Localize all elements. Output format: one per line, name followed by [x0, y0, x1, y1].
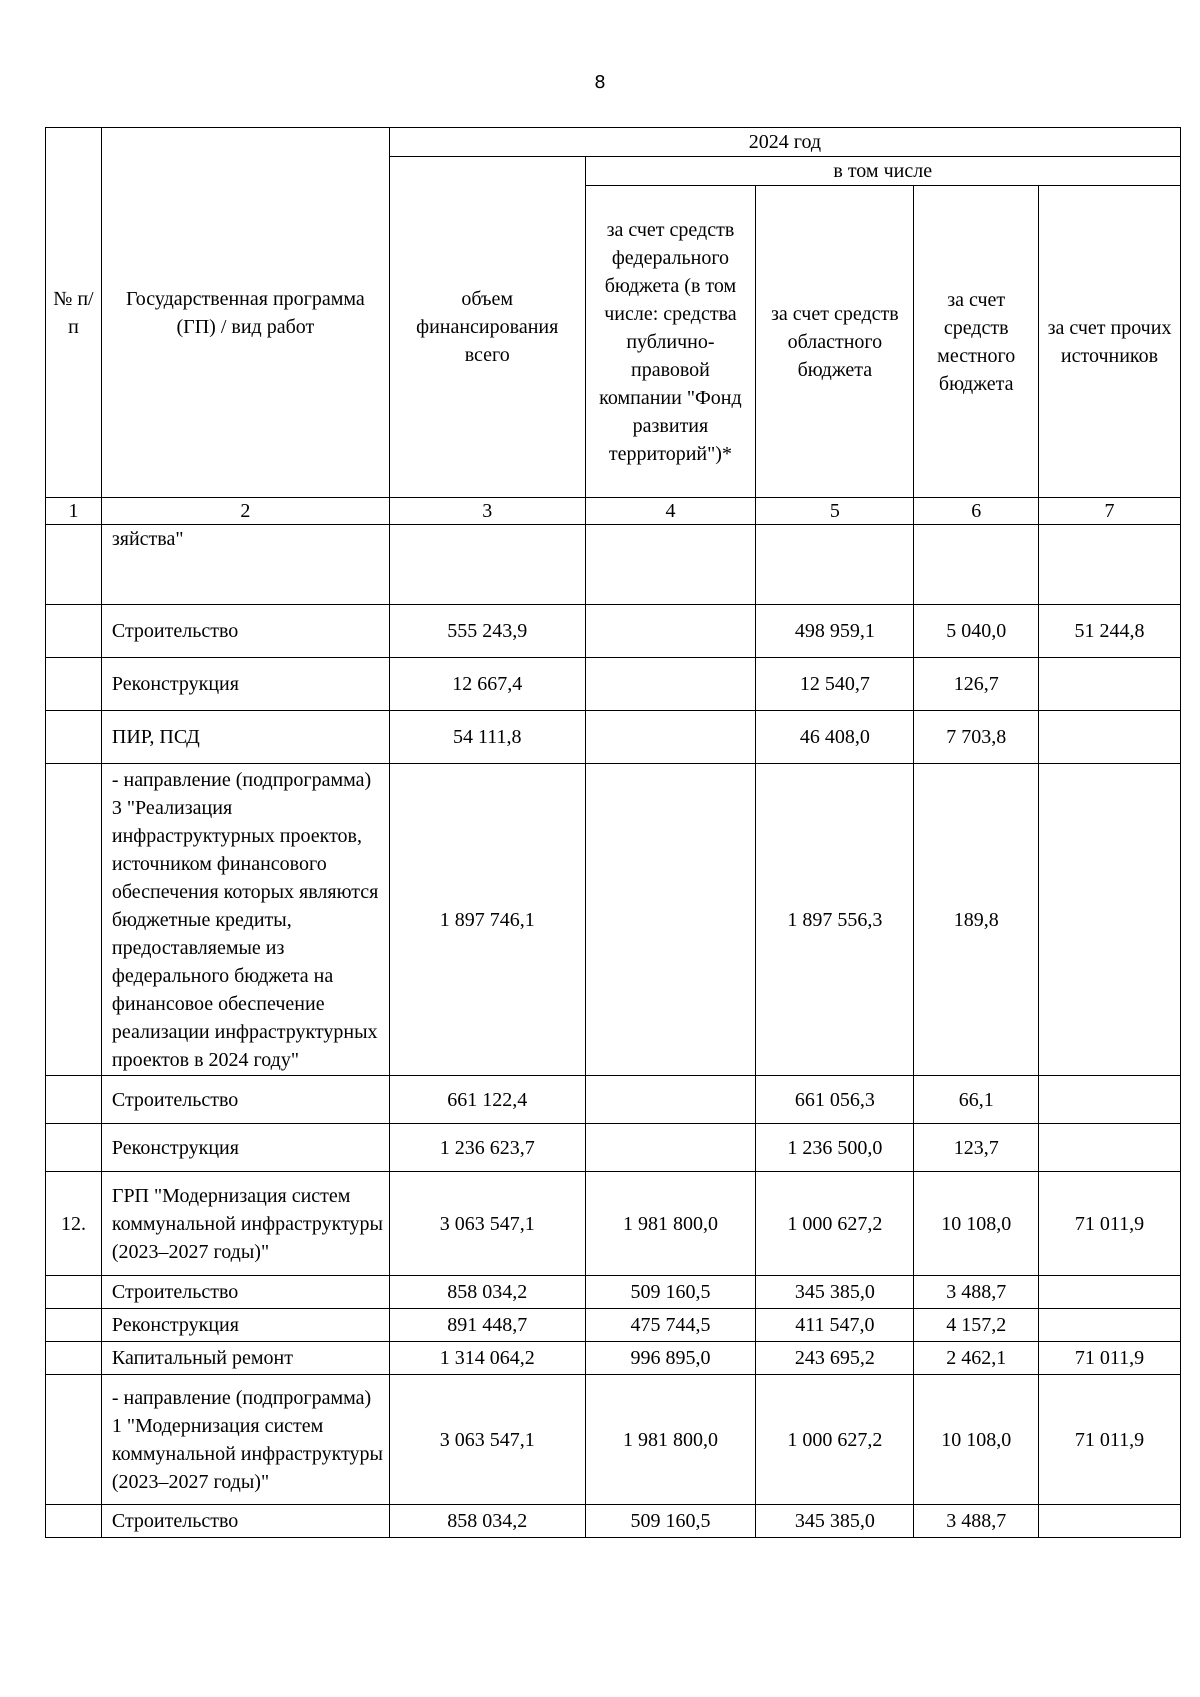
program-name: ГРП "Модернизация систем коммунальной инфраструктуры (2023–2027 годы)"	[101, 1172, 389, 1276]
row-number	[46, 605, 102, 658]
federal-amount	[585, 658, 756, 711]
row-number	[46, 1309, 102, 1342]
other-amount	[1039, 711, 1181, 764]
other-amount	[1039, 1124, 1181, 1172]
header-col-regional: за счет средств областного бюджета	[756, 186, 914, 498]
header-col-other: за счет прочих источников	[1039, 186, 1181, 498]
column-number: 3	[389, 498, 585, 525]
regional-amount: 243 695,2	[756, 1342, 914, 1375]
column-number: 5	[756, 498, 914, 525]
row-number	[46, 525, 102, 605]
program-name: Капитальный ремонт	[101, 1342, 389, 1375]
local-amount: 189,8	[914, 764, 1039, 1076]
program-name: - направление (подпрограмма) 1 "Модернизация систем коммунальной инфраструктуры (2023–2027 годы)"	[101, 1375, 389, 1505]
local-amount: 3 488,7	[914, 1276, 1039, 1309]
total-amount: 3 063 547,1	[389, 1375, 585, 1505]
program-name: Реконструкция	[101, 1309, 389, 1342]
federal-amount	[585, 605, 756, 658]
table-row	[46, 1076, 1181, 1124]
total-amount: 555 243,9	[389, 605, 585, 658]
header-col-program: Государственная программа (ГП) / вид работ	[101, 128, 389, 498]
total-amount: 12 667,4	[389, 658, 585, 711]
row-number	[46, 1505, 102, 1538]
regional-amount: 46 408,0	[756, 711, 914, 764]
local-amount: 3 488,7	[914, 1505, 1039, 1538]
other-amount: 71 011,9	[1039, 1342, 1181, 1375]
column-number: 7	[1039, 498, 1181, 525]
column-number: 6	[914, 498, 1039, 525]
header-col-total: объем финансирования всего	[389, 157, 585, 498]
other-amount: 51 244,8	[1039, 605, 1181, 658]
program-name: Строительство	[101, 1505, 389, 1538]
total-amount: 1 897 746,1	[389, 764, 585, 1076]
federal-amount: 996 895,0	[585, 1342, 756, 1375]
table-row	[46, 1276, 1181, 1309]
header-col-local: за счет средств местного бюджета	[914, 186, 1039, 498]
row-number	[46, 1375, 102, 1505]
federal-amount	[585, 711, 756, 764]
regional-amount: 661 056,3	[756, 1076, 914, 1124]
regional-amount: 411 547,0	[756, 1309, 914, 1342]
total-amount: 3 063 547,1	[389, 1172, 585, 1276]
table-body	[46, 525, 1181, 1538]
row-number	[46, 1076, 102, 1124]
federal-amount	[585, 1076, 756, 1124]
column-number: 1	[46, 498, 102, 525]
federal-amount: 509 160,5	[585, 1505, 756, 1538]
local-amount: 66,1	[914, 1076, 1039, 1124]
row-number	[46, 711, 102, 764]
table-row	[46, 1124, 1181, 1172]
table-row	[46, 658, 1181, 711]
total-amount: 1 236 623,7	[389, 1124, 585, 1172]
regional-amount: 1 897 556,3	[756, 764, 914, 1076]
column-number: 2	[101, 498, 389, 525]
total-amount: 891 448,7	[389, 1309, 585, 1342]
program-name: - направление (подпрограмма) 3 "Реализация инфраструктурных проектов, источником финансового обеспечения которых являются бюджетные кредиты, предоставляемые из федерального бюджета на финансовое обеспечение реализации инфраструктурных проектов в 2024 году"	[101, 764, 389, 1076]
federal-amount: 1 981 800,0	[585, 1375, 756, 1505]
table-row	[46, 764, 1181, 1076]
program-name: зяйства"	[101, 525, 389, 605]
total-amount: 858 034,2	[389, 1276, 585, 1309]
column-number: 4	[585, 498, 756, 525]
federal-amount: 1 981 800,0	[585, 1172, 756, 1276]
local-amount: 5 040,0	[914, 605, 1039, 658]
program-name: Строительство	[101, 1276, 389, 1309]
program-name: Строительство	[101, 1076, 389, 1124]
other-amount	[1039, 1309, 1181, 1342]
other-amount	[1039, 525, 1181, 605]
regional-amount: 12 540,7	[756, 658, 914, 711]
total-amount	[389, 525, 585, 605]
regional-amount	[756, 525, 914, 605]
other-amount	[1039, 764, 1181, 1076]
row-number	[46, 658, 102, 711]
row-number	[46, 764, 102, 1076]
header-year: 2024 год	[389, 128, 1180, 157]
other-amount	[1039, 1076, 1181, 1124]
table-row	[46, 1375, 1181, 1505]
federal-amount	[585, 764, 756, 1076]
header-including: в том числе	[585, 157, 1181, 186]
other-amount	[1039, 1505, 1181, 1538]
other-amount: 71 011,9	[1039, 1375, 1181, 1505]
local-amount: 4 157,2	[914, 1309, 1039, 1342]
regional-amount: 345 385,0	[756, 1276, 914, 1309]
row-number	[46, 1342, 102, 1375]
federal-amount: 509 160,5	[585, 1276, 756, 1309]
regional-amount: 1 236 500,0	[756, 1124, 914, 1172]
federal-amount	[585, 525, 756, 605]
program-name: Реконструкция	[101, 658, 389, 711]
regional-amount: 345 385,0	[756, 1505, 914, 1538]
table-row	[46, 711, 1181, 764]
local-amount: 123,7	[914, 1124, 1039, 1172]
financing-table	[45, 127, 1181, 1538]
program-name: ПИР, ПСД	[101, 711, 389, 764]
row-number	[46, 1124, 102, 1172]
other-amount	[1039, 1276, 1181, 1309]
table-row	[46, 605, 1181, 658]
total-amount: 54 111,8	[389, 711, 585, 764]
local-amount: 7 703,8	[914, 711, 1039, 764]
local-amount: 10 108,0	[914, 1172, 1039, 1276]
header-col-no: № п/п	[46, 128, 102, 498]
local-amount	[914, 525, 1039, 605]
federal-amount: 475 744,5	[585, 1309, 756, 1342]
local-amount: 126,7	[914, 658, 1039, 711]
table-row	[46, 1342, 1181, 1375]
other-amount	[1039, 658, 1181, 711]
row-number: 12.	[46, 1172, 102, 1276]
other-amount: 71 011,9	[1039, 1172, 1181, 1276]
total-amount: 858 034,2	[389, 1505, 585, 1538]
local-amount: 10 108,0	[914, 1375, 1039, 1505]
page-number: 8	[594, 72, 606, 93]
regional-amount: 1 000 627,2	[756, 1172, 914, 1276]
table-row	[46, 1505, 1181, 1538]
regional-amount: 1 000 627,2	[756, 1375, 914, 1505]
table-row	[46, 1309, 1181, 1342]
program-name: Реконструкция	[101, 1124, 389, 1172]
total-amount: 1 314 064,2	[389, 1342, 585, 1375]
program-name: Строительство	[101, 605, 389, 658]
federal-amount	[585, 1124, 756, 1172]
header-col-federal: за счет средств федерального бюджета (в том числе: средства публично-правовой компании "Фонд развития территорий")*	[585, 186, 756, 498]
total-amount: 661 122,4	[389, 1076, 585, 1124]
regional-amount: 498 959,1	[756, 605, 914, 658]
local-amount: 2 462,1	[914, 1342, 1039, 1375]
table-row	[46, 1172, 1181, 1276]
row-number	[46, 1276, 102, 1309]
table-row	[46, 525, 1181, 605]
